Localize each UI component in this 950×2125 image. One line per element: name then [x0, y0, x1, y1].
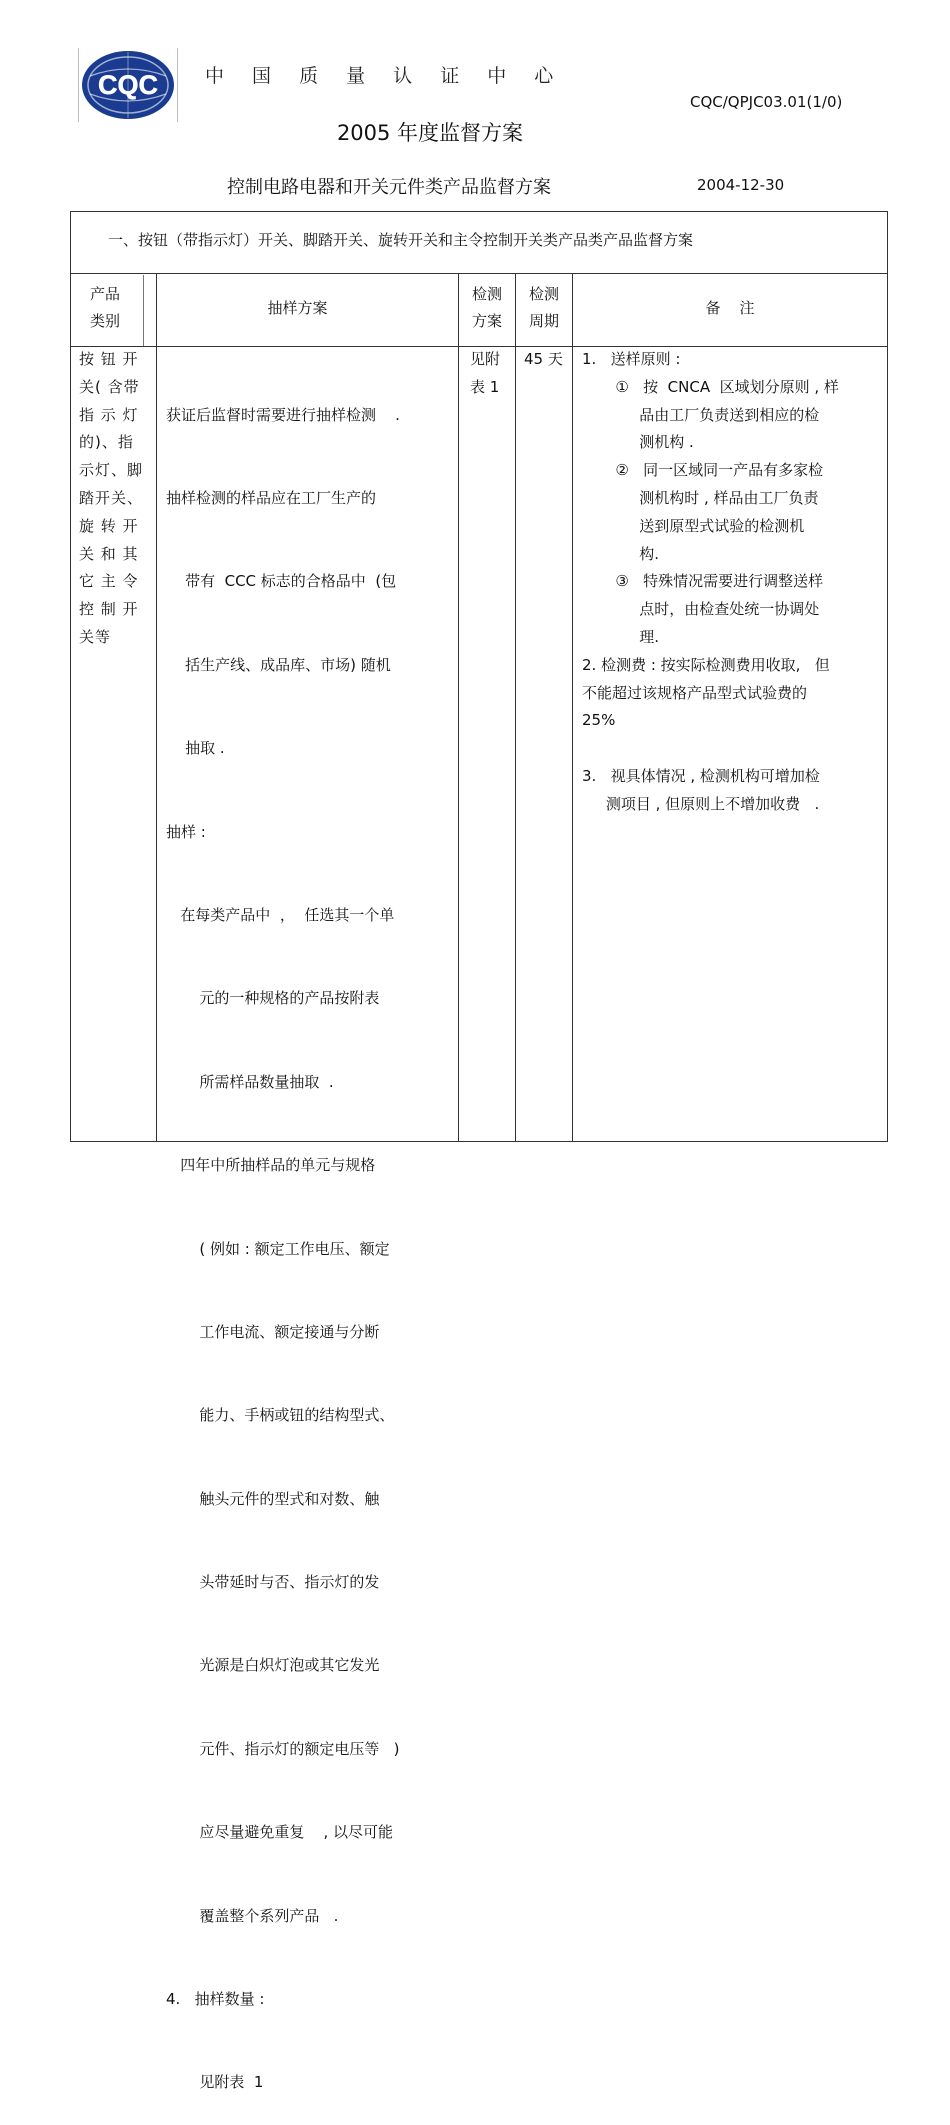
- sampling-line: 括生产线、成品库、市场) 随机: [166, 655, 391, 674]
- category-line: 控 制 开: [79, 600, 139, 619]
- remarks-cell: [582, 346, 839, 819]
- remarks-line: 点时，由检查处统一协调处: [582, 600, 820, 619]
- document-number: CQC/QPJC03.01(1/0): [690, 93, 843, 111]
- sampling-line: 元的一种规格的产品按附表: [166, 989, 380, 1008]
- sampling-line: 四年中所抽样品的单元与规格: [166, 1156, 376, 1175]
- category-line: 它 主 令: [79, 572, 139, 591]
- category-line: 关( 含带: [79, 377, 140, 396]
- header-remarks: 备 注: [705, 299, 755, 317]
- remarks-line: ① 按 CNCA 区域划分原则 , 样: [582, 377, 839, 396]
- remarks-line: 25%: [582, 711, 616, 730]
- remarks-line: 品由工厂负责送到相应的检: [582, 405, 820, 424]
- test-period-value: 45 天: [524, 350, 563, 368]
- header-category: [72, 281, 138, 335]
- test-plan-line: 表 1: [470, 377, 500, 396]
- page-subtitle: 控制电路电器和开关元件类产品监督方案: [227, 177, 551, 198]
- header-test-period: [516, 281, 572, 335]
- test-plan-line: 见附: [470, 350, 501, 368]
- sampling-line: 元件、指示灯的额定电压等 ): [166, 1739, 400, 1758]
- sampling-line: 带有 CCC 标志的合格品中 (包: [166, 572, 397, 591]
- category-line: 旋 转 开: [79, 516, 139, 535]
- remarks-line: 2. 检测费 : 按实际检测费用收取, 但: [582, 655, 830, 674]
- category-line: 示灯、脚: [79, 461, 144, 480]
- sampling-line: 4. 抽样数量 :: [166, 1990, 265, 2009]
- sampling-line: 光源是白炽灯泡或其它发光: [166, 1656, 380, 1675]
- section-title: 一、按钮（带指示灯）开关、脚踏开关、旋转开关和主令控制开关类产品类产品监督方案: [108, 231, 694, 249]
- remarks-line: ③ 特殊情况需要进行调整送样: [582, 572, 824, 591]
- remarks-line: 测项目 , 但原则上不增加收费 .: [582, 794, 820, 813]
- sampling-line: 抽取 .: [166, 739, 225, 758]
- header-inner-rule: [143, 275, 144, 346]
- sampling-line: 能力、手柄或钮的结构型式、: [166, 1406, 395, 1425]
- remarks-line: 测机构时 , 样品由工厂负责: [582, 488, 819, 507]
- remarks-line: ② 同一区域同一产品有多家检: [582, 461, 824, 480]
- sampling-line: 应尽量避免重复 , 以尽可能: [166, 1823, 393, 1842]
- category-line: 关等: [79, 627, 112, 646]
- remarks-line: [582, 735, 839, 763]
- table-col-rule: [156, 273, 157, 1142]
- sampling-line: 见附表 1: [166, 2073, 264, 2092]
- header-test-period-line: 检测: [528, 285, 559, 303]
- category-line: 关 和 其: [79, 544, 139, 563]
- header-test-period-line: 周期: [528, 312, 559, 330]
- sampling-line: 头带延时与否、指示灯的发: [166, 1573, 380, 1592]
- remarks-line: 理.: [582, 627, 659, 646]
- sampling-line: ( 例如 : 额定工作电压、额定: [166, 1239, 390, 1258]
- remarks-line: 测机构 .: [582, 433, 694, 452]
- category-line: 指 示 灯: [79, 405, 139, 424]
- test-period-cell: [524, 346, 563, 374]
- table-rule: [70, 273, 888, 274]
- sampling-line: 覆盖整个系列产品 .: [166, 1906, 339, 1925]
- org-name: 中 国 质 量 认 证 中 心: [205, 65, 565, 87]
- header-test-plan: [459, 281, 515, 335]
- category-line: 踏开关、: [79, 488, 144, 507]
- sampling-line: 获证后监督时需要进行抽样检测 .: [166, 405, 400, 424]
- sampling-line: 触头元件的型式和对数、触: [166, 1489, 380, 1508]
- header-test-plan-line: 检测: [471, 285, 502, 303]
- header-sampling: 抽样方案: [267, 299, 328, 317]
- sampling-line: 抽样 :: [166, 822, 206, 841]
- page-title: 2005 年度监督方案: [336, 121, 524, 145]
- header-category-line: 类别: [89, 312, 120, 330]
- remarks-line: 构.: [582, 544, 659, 563]
- sampling-line: 在每类产品中 ， 任选其一个单: [166, 905, 395, 924]
- category-line: 的)、指: [79, 433, 134, 452]
- document-date: 2004-12-30: [697, 176, 785, 194]
- sampling-line: 抽样检测的样品应在工厂生产的: [166, 488, 377, 507]
- sampling-line: 所需样品数量抽取 .: [166, 1072, 334, 1091]
- remarks-line: 1. 送样原则 :: [582, 350, 681, 368]
- header-test-plan-line: 方案: [471, 312, 502, 330]
- remarks-line: 3. 视具体情况 , 检测机构可增加检: [582, 766, 820, 785]
- table-col-rule: [458, 273, 459, 1142]
- test-plan-cell: [470, 346, 500, 402]
- category-cell: [79, 346, 143, 652]
- header-category-line: 产品: [89, 285, 120, 303]
- sampling-line: 工作电流、额定接通与分断: [166, 1322, 380, 1341]
- table-col-rule: [515, 273, 516, 1142]
- svg-text:CQC: CQC: [98, 70, 158, 100]
- remarks-line: 不能超过该规格产品型式试验费的: [582, 683, 808, 702]
- cqc-logo: [78, 48, 178, 122]
- remarks-line: 送到原型式试验的检测机: [582, 516, 805, 535]
- sampling-cell: [166, 346, 400, 2125]
- table-col-rule: [572, 273, 573, 1142]
- category-line: 按 钮 开: [79, 350, 139, 368]
